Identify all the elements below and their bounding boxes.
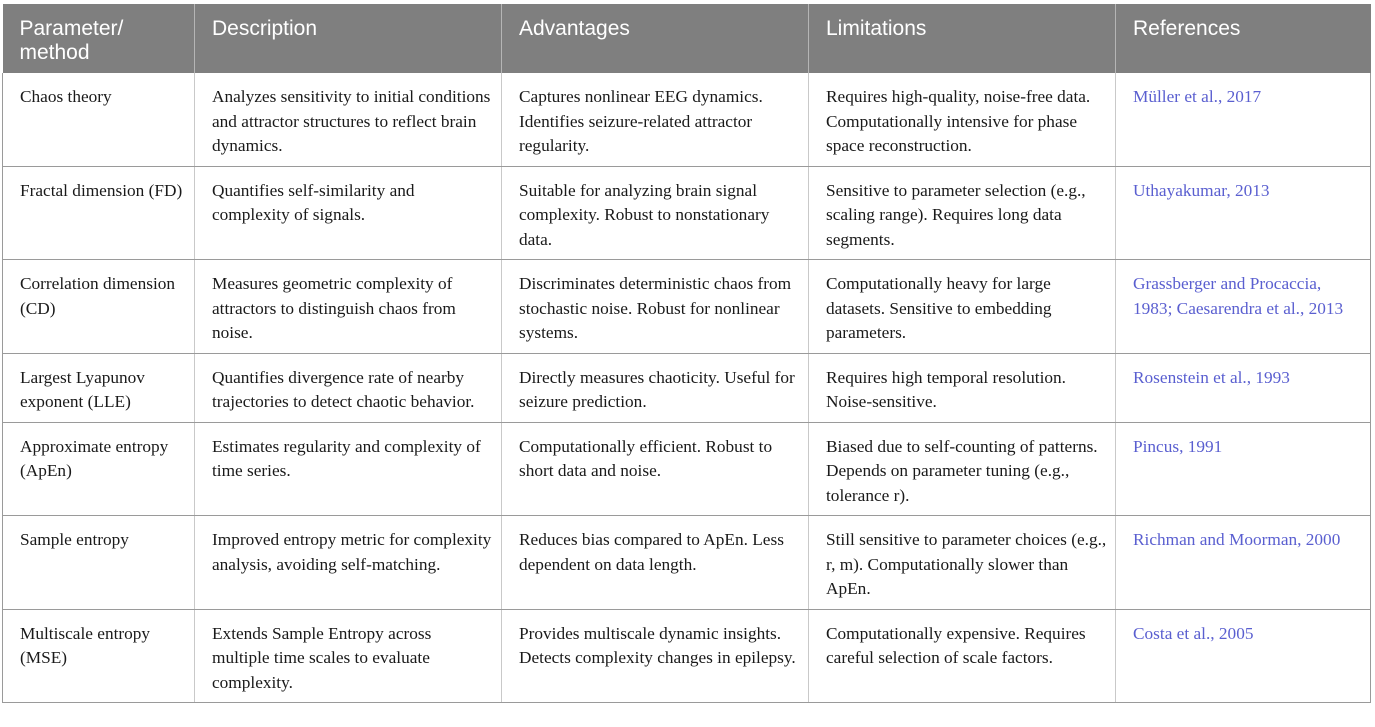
header-row — [3, 4, 1371, 73]
cell-description: Quantifies divergence rate of nearby trajectories to detect chaotic behavior. — [195, 353, 502, 422]
cell-advantages: Directly measures chaoticity. Useful for seizure prediction. — [502, 353, 809, 422]
reference-link[interactable]: Uthayakumar, 2013 — [1133, 180, 1270, 200]
cell-advantages: Provides multiscale dynamic insights. Detects complexity changes in epilepsy. — [502, 609, 809, 703]
cell-references — [1116, 353, 1371, 422]
reference-link[interactable]: Rosenstein et al., 1993 — [1133, 367, 1290, 387]
reference-link[interactable]: Costa et al., 2005 — [1133, 623, 1254, 643]
cell-limitations: Requires high temporal resolution. Noise-sensitive. — [809, 353, 1116, 422]
reference-link[interactable]: Richman and Moorman, 2000 — [1133, 530, 1341, 549]
cell-advantages: Captures nonlinear EEG dynamics. Identifies seizure-related attractor regularity. — [502, 73, 809, 166]
table-row — [3, 166, 1371, 260]
cell-limitations: Still sensitive to parameter choices (e.g., r, m). Computationally slower than ApEn. — [809, 516, 1116, 610]
cell-description: Improved entropy metric for complexity analysis, avoiding self-matching. — [195, 516, 502, 610]
table-row — [3, 516, 1371, 610]
cell-description: Analyzes sensitivity to initial conditions and attractor structures to reflect brain dynamics. — [195, 73, 502, 166]
cell-limitations: Computationally heavy for large datasets. Sensitive to embedding parameters. — [809, 260, 1116, 354]
cell-advantages: Computationally efficient. Robust to short data and noise. — [502, 422, 809, 516]
cell-limitations: Sensitive to parameter selection (e.g., scaling range). Requires long data segments. — [809, 166, 1116, 260]
table-row — [3, 260, 1371, 354]
cell-parameter: Approximate entropy (ApEn) — [3, 422, 195, 516]
cell-advantages: Reduces bias compared to ApEn. Less dependent on data length. — [502, 516, 809, 610]
cell-parameter: Correlation dimension (CD) — [3, 260, 195, 354]
cell-description: Measures geometric complexity of attractors to distinguish chaos from noise. — [195, 260, 502, 354]
header-parameter: Parameter/ method — [3, 4, 195, 73]
cell-parameter: Chaos theory — [3, 73, 195, 166]
table-container — [2, 4, 1370, 703]
cell-parameter: Fractal dimension (FD) — [3, 166, 195, 260]
table-row — [3, 353, 1371, 422]
reference-link[interactable]: Grassberger and Procaccia, 1983; Caesarendra et al., 2013 — [1133, 274, 1344, 318]
cell-references — [1116, 609, 1371, 703]
cell-limitations: Computationally expensive. Requires careful selection of scale factors. — [809, 609, 1116, 703]
cell-references — [1116, 73, 1371, 166]
methods-table — [2, 4, 1371, 703]
table-row — [3, 422, 1371, 516]
reference-link[interactable]: Müller et al., 2017 — [1133, 87, 1262, 106]
table-body — [3, 73, 1371, 703]
header-references: References — [1116, 4, 1371, 73]
header-description: Description — [195, 4, 502, 73]
cell-parameter: Multiscale entropy (MSE) — [3, 609, 195, 703]
cell-parameter: Sample entropy — [3, 516, 195, 610]
reference-link[interactable]: Pincus, 1991 — [1133, 436, 1223, 456]
cell-limitations: Biased due to self-counting of patterns. Depends on parameter tuning (e.g., tolerance r). — [809, 422, 1116, 516]
cell-description: Extends Sample Entropy across multiple time scales to evaluate complexity. — [195, 609, 502, 703]
cell-advantages: Suitable for analyzing brain signal complexity. Robust to nonstationary data. — [502, 166, 809, 260]
cell-description: Quantifies self-similarity and complexity of signals. — [195, 166, 502, 260]
cell-references — [1116, 516, 1371, 610]
cell-references — [1116, 260, 1371, 354]
header-limitations: Limitations — [809, 4, 1116, 73]
table-header — [3, 4, 1371, 73]
cell-advantages: Discriminates deterministic chaos from stochastic noise. Robust for nonlinear systems. — [502, 260, 809, 354]
cell-parameter: Largest Lyapunov exponent (LLE) — [3, 353, 195, 422]
cell-references — [1116, 422, 1371, 516]
header-advantages: Advantages — [502, 4, 809, 73]
cell-limitations: Requires high-quality, noise-free data. Computationally intensive for phase space reconstruction. — [809, 73, 1116, 166]
table-row — [3, 609, 1371, 703]
table-row — [3, 73, 1371, 166]
cell-description: Estimates regularity and complexity of time series. — [195, 422, 502, 516]
cell-references — [1116, 166, 1371, 260]
